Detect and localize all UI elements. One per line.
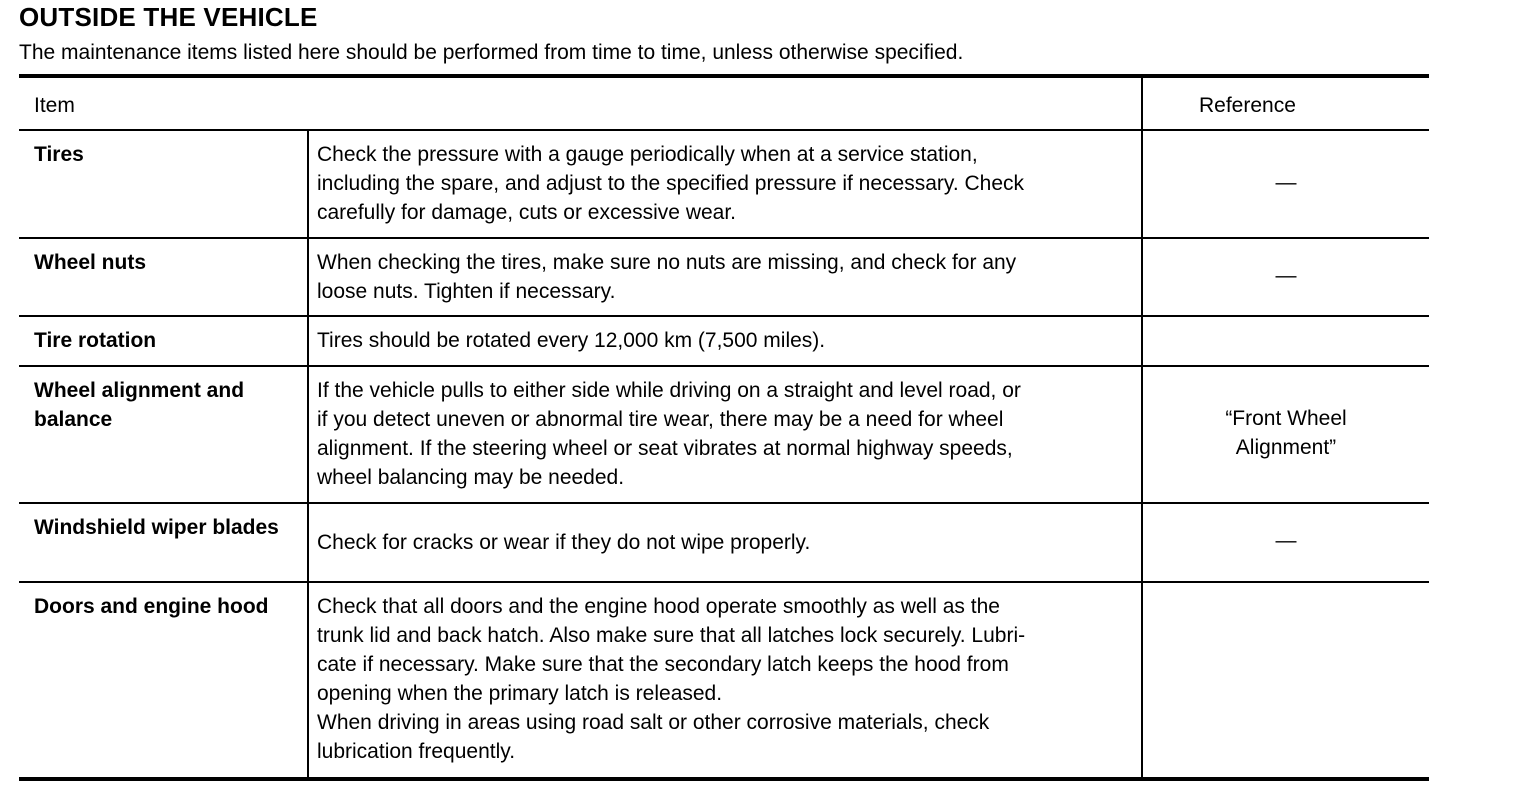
- description-line: loose nuts. Tighten if necessary.: [317, 280, 616, 303]
- description-line: cate if necessary. Make sure that the secondary latch keeps the hood from: [317, 653, 1009, 676]
- description-cell: [307, 239, 1141, 315]
- description-line: opening when the primary latch is released.: [317, 682, 723, 705]
- description-cell: [307, 317, 1141, 365]
- description-cell: [307, 131, 1141, 237]
- table-row: [19, 504, 1429, 583]
- description-line: trunk lid and back hatch. Also make sure that all latches lock securely. Lubri-: [317, 624, 1026, 647]
- item-cell: Tires: [34, 143, 84, 166]
- maintenance-table: [19, 74, 1429, 781]
- description-cell: [307, 583, 1141, 777]
- section-title: OUTSIDE THE VEHICLE: [19, 2, 318, 32]
- description-line: If the vehicle pulls to either side while driving on a straight and level road, or: [317, 379, 1021, 402]
- description-cell: [307, 367, 1141, 502]
- description-line: lubrication frequently.: [317, 740, 516, 763]
- description-line: wheel balancing may be needed.: [317, 466, 625, 489]
- reference-cell: [1141, 317, 1429, 365]
- reference-cell: —: [1141, 239, 1429, 315]
- description-line: When checking the tires, make sure no nuts are missing, and check for any: [317, 251, 1017, 274]
- description-line: Check that all doors and the engine hood operate smoothly as well as the: [317, 595, 1000, 618]
- description-line: Check the pressure with a gauge periodically when at a service station,: [317, 143, 978, 166]
- reference-cell: —: [1141, 504, 1429, 581]
- table-header-row: [19, 78, 1429, 131]
- table-row: [19, 367, 1429, 504]
- table-row: [19, 131, 1429, 239]
- item-cell: Tire rotation: [34, 329, 157, 352]
- item-cell: Wheel alignment and balance: [34, 379, 245, 431]
- description-line: carefully for damage, cuts or excessive wear.: [317, 201, 737, 224]
- description-line: including the spare, and adjust to the specified pressure if necessary. Check: [317, 172, 1025, 195]
- item-cell: Doors and engine hood: [34, 595, 269, 618]
- description-cell: [307, 504, 1141, 581]
- table-row: [19, 583, 1429, 777]
- description-line: Check for cracks or wear if they do not wipe properly.: [317, 531, 811, 554]
- header-reference: Reference: [1141, 78, 1429, 129]
- description-line: if you detect uneven or abnormal tire wear, there may be a need for wheel: [317, 408, 1004, 431]
- reference-cell: “Front Wheel Alignment”: [1141, 367, 1429, 502]
- table-row: [19, 317, 1429, 367]
- reference-cell: —: [1141, 131, 1429, 237]
- table-row: [19, 239, 1429, 317]
- item-cell: Windshield wiper blades: [34, 516, 279, 539]
- description-line: When driving in areas using road salt or other corrosive materials, check: [317, 711, 990, 734]
- description-line: alignment. If the steering wheel or seat vibrates at normal highway speeds,: [317, 437, 1013, 460]
- description-line: Tires should be rotated every 12,000 km (7,500 miles).: [317, 329, 826, 352]
- reference-cell: [1141, 583, 1429, 777]
- header-item: Item: [34, 94, 75, 117]
- item-cell: Wheel nuts: [34, 251, 147, 274]
- section-intro: The maintenance items listed here should be performed from time to time, unless otherwise specified.: [19, 41, 964, 64]
